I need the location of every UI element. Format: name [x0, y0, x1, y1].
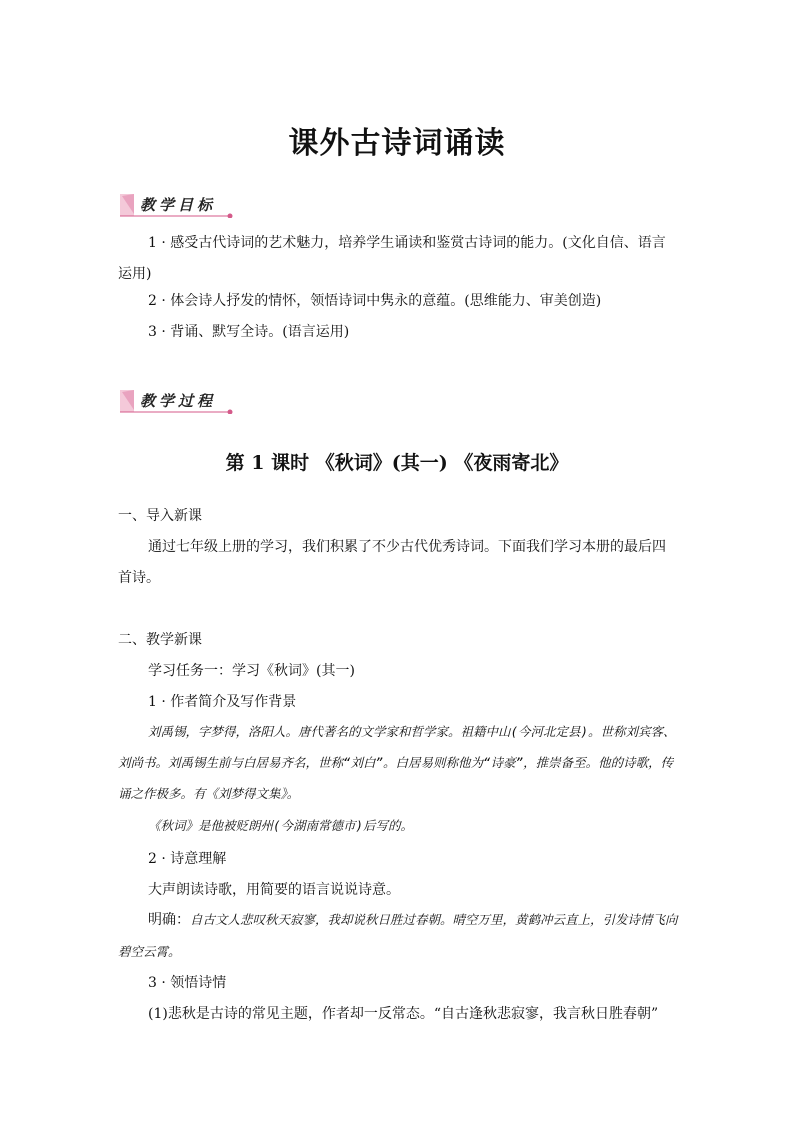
poem-background: 《秋词》是他被贬朗州(今湖南常德市)后写的。 — [148, 818, 414, 833]
objective-item: 2 · 体会诗人抒发的情怀，领悟诗词中隽永的意蕴。(思维能力、审美创造) — [148, 293, 602, 309]
objective-item: 3 · 背诵、默写全诗。(语言运用) — [148, 324, 350, 340]
task-heading: 学习任务一：学习《秋词》(其一) — [148, 663, 355, 679]
clarify-text: 自古文人悲叹秋天寂寥，我却说秋日胜过春朝。晴空万里，黄鹤冲云直上，引发诗情飞向碧空云霄。 — [118, 912, 678, 959]
clarify-paragraph — [118, 904, 678, 968]
subheading-author: 1 · 作者简介及写作背景 — [148, 694, 297, 710]
intro-paragraph: 通过七年级上册的学习，我们积累了不少古代优秀诗词。下面我们学习本册的最后四首诗。 — [118, 539, 666, 586]
subheading-meaning: 2 · 诗意理解 — [148, 851, 227, 867]
page-title: 课外古诗词诵读 — [288, 126, 506, 161]
question-1: (1)悲秋是古诗的常见主题，作者却一反常态。“自古逢秋悲寂寥，我言秋日胜春朝” — [148, 1006, 659, 1022]
lesson-title: 第 1 课时 《秋词》(其一) 《夜雨寄北》 — [225, 452, 569, 474]
clarify-label: 明确： — [148, 912, 190, 928]
section-heading-process: 教学过程 — [140, 392, 217, 410]
subheading-sentiment: 3 · 领悟诗情 — [148, 975, 227, 991]
section-badge-objectives — [118, 192, 236, 218]
part-heading-new-lesson: 二、教学新课 — [118, 632, 202, 648]
objective-item: 1 · 感受古代诗词的艺术魅力，培养学生诵读和鉴赏古诗词的能力。(文化自信、语言运用) — [118, 235, 666, 282]
section-badge-process — [118, 388, 236, 414]
section-heading-objectives: 教学目标 — [140, 196, 217, 214]
author-bio: 刘禹锡，字梦得，洛阳人。唐代著名的文学家和哲学家。祖籍中山(今河北定县)。世称刘宾客、刘尚书。刘禹锡生前与白居易齐名，世称“刘白”。白居易则称他为“诗豪”，推崇备至。他的诗歌，传诵之作极多。有《刘梦得文集》。 — [118, 724, 676, 801]
read-aloud-instruction: 大声朗读诗歌，用简要的语言说说诗意。 — [148, 882, 400, 898]
part-heading-intro: 一、导入新课 — [118, 508, 202, 524]
